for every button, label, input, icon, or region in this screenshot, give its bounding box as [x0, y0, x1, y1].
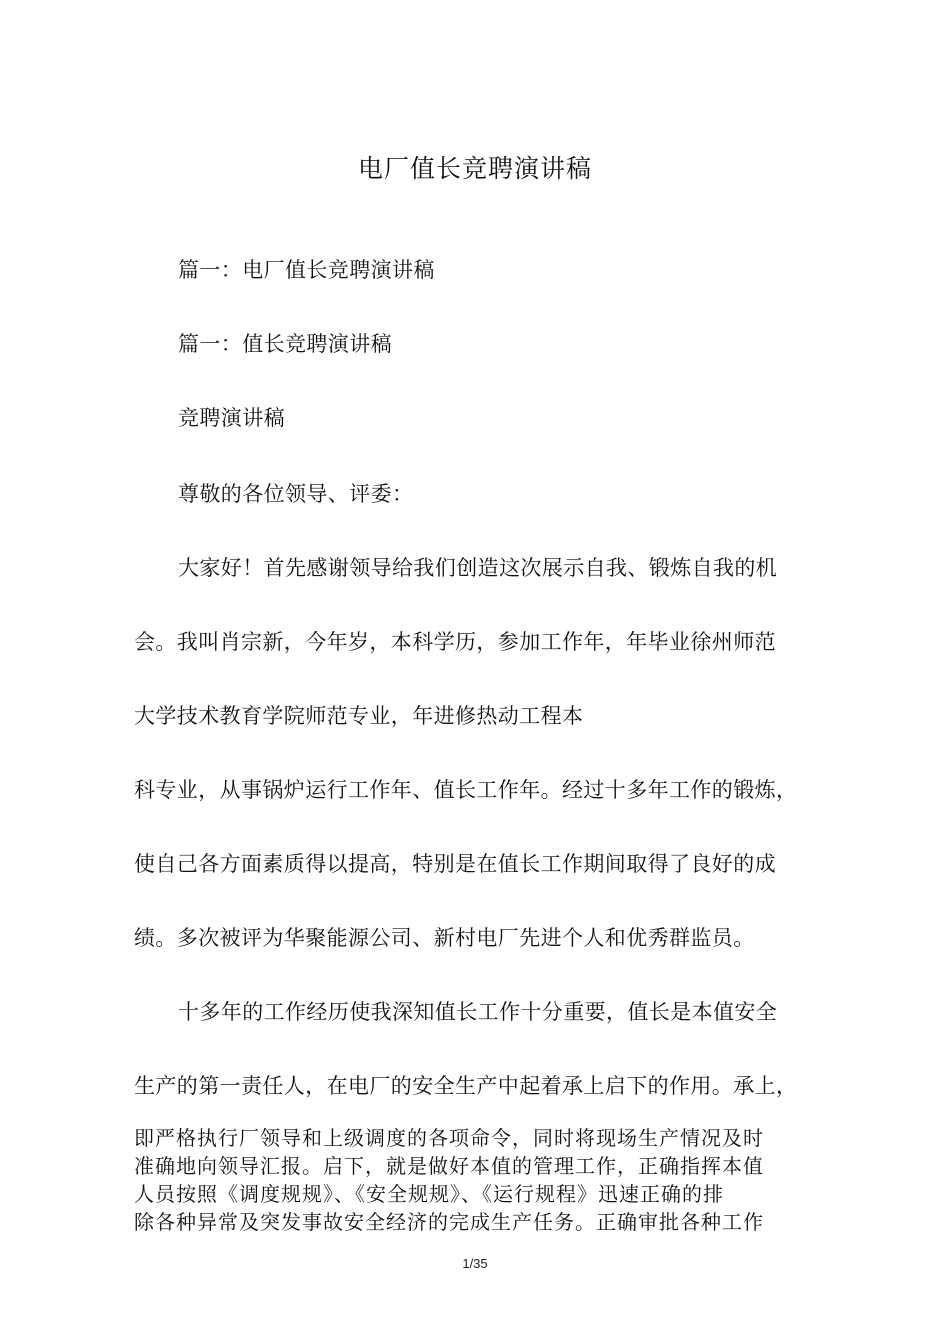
paragraph-line: 十多年的工作经历使我深知值长工作十分重要，值长是本值安全 [178, 1000, 778, 1024]
section-heading-1: 篇一：电厂值长竞聘演讲稿 [178, 258, 435, 282]
paragraph-line: 人员按照《调度规规》、《安全规规》、《运行规程》迅速正确的排 [134, 1182, 724, 1206]
paragraph-line: 大家好！首先感谢领导给我们创造这次展示自我、锻炼自我的机 [178, 556, 778, 580]
paragraph-line: 生产的第一责任人，在电厂的安全生产中起着承上启下的作用。承上， [134, 1074, 798, 1098]
paragraph-line: 会。我叫肖宗新，今年岁，本科学历，参加工作年，年毕业徐州师范 [134, 630, 776, 654]
salutation: 尊敬的各位领导、评委： [178, 482, 414, 506]
page-number: 1/35 [462, 1256, 488, 1271]
section-heading-2: 篇一：值长竞聘演讲稿 [178, 332, 392, 356]
paragraph-line: 即严格执行厂领导和上级调度的各项命令，同时将现场生产情况及时 [134, 1126, 764, 1150]
paragraph-line: 准确地向领导汇报。启下，就是做好本值的管理工作，正确指挥本值 [134, 1154, 764, 1178]
paragraph-line: 科专业，从事锅炉运行工作年、值长工作年。经过十多年工作的锻炼， [134, 778, 798, 802]
paragraph-line: 绩。多次被评为华聚能源公司、新村电厂先进个人和优秀群监员。 [134, 926, 755, 950]
paragraph-line: 除各种异常及突发事故安全经济的完成生产任务。正确审批各种工作 [134, 1210, 764, 1234]
speech-heading: 竞聘演讲稿 [178, 406, 285, 430]
paragraph-line: 大学技术教育学院师范专业，年进修热动工程本 [134, 704, 584, 728]
paragraph-line: 使自己各方面素质得以提高，特别是在值长工作期间取得了良好的成 [134, 852, 776, 876]
document-title: 电厂值长竞聘演讲稿 [357, 154, 592, 183]
